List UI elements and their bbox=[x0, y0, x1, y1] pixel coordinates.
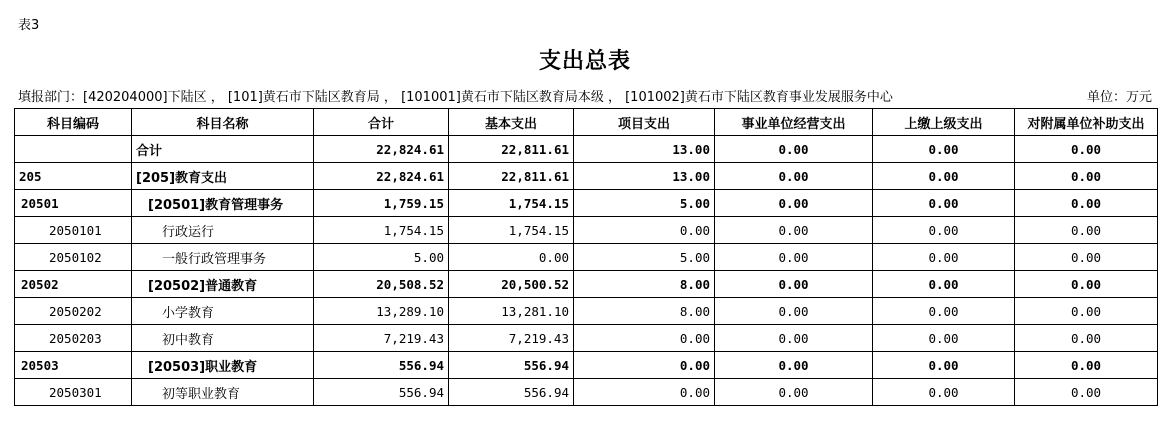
cell-code: 2050301 bbox=[15, 379, 132, 406]
cell-business: 0.00 bbox=[715, 217, 873, 244]
cell-subsidy: 0.00 bbox=[1015, 190, 1158, 217]
cell-project: 0.00 bbox=[574, 325, 715, 352]
cell-code: 2050202 bbox=[15, 298, 132, 325]
cell-upper: 0.00 bbox=[873, 163, 1015, 190]
cell-upper: 0.00 bbox=[873, 298, 1015, 325]
cell-subsidy: 0.00 bbox=[1015, 163, 1158, 190]
cell-upper: 0.00 bbox=[873, 217, 1015, 244]
cell-total: 13,289.10 bbox=[314, 298, 449, 325]
cell-name: 行政运行 bbox=[132, 217, 314, 244]
cell-code: 2050102 bbox=[15, 244, 132, 271]
cell-basic: 556.94 bbox=[449, 352, 574, 379]
cell-project: 0.00 bbox=[574, 352, 715, 379]
cell-total: 556.94 bbox=[314, 379, 449, 406]
table-number: 表3 bbox=[18, 18, 40, 33]
cell-upper: 0.00 bbox=[873, 244, 1015, 271]
cell-project: 0.00 bbox=[574, 379, 715, 406]
page-title: 支出总表 bbox=[538, 49, 631, 74]
column-header: 基本支出 bbox=[449, 109, 574, 136]
cell-name: [20501]教育管理事务 bbox=[132, 190, 314, 217]
cell-code: 2050101 bbox=[15, 217, 132, 244]
column-header: 事业单位经营支出 bbox=[715, 109, 873, 136]
cell-name: [205]教育支出 bbox=[132, 163, 314, 190]
table-row bbox=[15, 325, 1158, 352]
cell-upper: 0.00 bbox=[873, 352, 1015, 379]
cell-code: 2050203 bbox=[15, 325, 132, 352]
table-row bbox=[15, 379, 1158, 406]
cell-basic: 20,500.52 bbox=[449, 271, 574, 298]
table-row bbox=[15, 190, 1158, 217]
column-header: 合计 bbox=[314, 109, 449, 136]
unit-label: 单位：万元 bbox=[1086, 90, 1152, 105]
cell-basic: 22,811.61 bbox=[449, 136, 574, 163]
cell-basic: 1,754.15 bbox=[449, 217, 574, 244]
column-header: 上缴上级支出 bbox=[873, 109, 1015, 136]
cell-subsidy: 0.00 bbox=[1015, 298, 1158, 325]
table-row bbox=[15, 136, 1158, 163]
cell-name: 初等职业教育 bbox=[132, 379, 314, 406]
cell-subsidy: 0.00 bbox=[1015, 244, 1158, 271]
cell-basic: 7,219.43 bbox=[449, 325, 574, 352]
table-row bbox=[15, 352, 1158, 379]
cell-business: 0.00 bbox=[715, 298, 873, 325]
cell-basic: 22,811.61 bbox=[449, 163, 574, 190]
table-row bbox=[15, 244, 1158, 271]
column-header: 项目支出 bbox=[574, 109, 715, 136]
cell-basic: 556.94 bbox=[449, 379, 574, 406]
cell-subsidy: 0.00 bbox=[1015, 379, 1158, 406]
cell-subsidy: 0.00 bbox=[1015, 136, 1158, 163]
cell-subsidy: 0.00 bbox=[1015, 217, 1158, 244]
cell-total: 1,754.15 bbox=[314, 217, 449, 244]
cell-basic: 0.00 bbox=[449, 244, 574, 271]
cell-subsidy: 0.00 bbox=[1015, 271, 1158, 298]
cell-upper: 0.00 bbox=[873, 325, 1015, 352]
expenditure-table bbox=[14, 108, 1158, 406]
cell-code: 20501 bbox=[15, 190, 132, 217]
cell-business: 0.00 bbox=[715, 271, 873, 298]
cell-name: 小学教育 bbox=[132, 298, 314, 325]
cell-subsidy: 0.00 bbox=[1015, 325, 1158, 352]
cell-name: 一般行政管理事务 bbox=[132, 244, 314, 271]
cell-total: 22,824.61 bbox=[314, 163, 449, 190]
cell-business: 0.00 bbox=[715, 325, 873, 352]
cell-business: 0.00 bbox=[715, 244, 873, 271]
cell-basic: 13,281.10 bbox=[449, 298, 574, 325]
cell-name: 初中教育 bbox=[132, 325, 314, 352]
cell-project: 0.00 bbox=[574, 217, 715, 244]
table-row bbox=[15, 298, 1158, 325]
cell-code: 20502 bbox=[15, 271, 132, 298]
cell-subsidy: 0.00 bbox=[1015, 352, 1158, 379]
table-row bbox=[15, 271, 1158, 298]
cell-project: 13.00 bbox=[574, 136, 715, 163]
cell-business: 0.00 bbox=[715, 136, 873, 163]
cell-project: 8.00 bbox=[574, 271, 715, 298]
cell-project: 5.00 bbox=[574, 244, 715, 271]
table-row bbox=[15, 217, 1158, 244]
table-row bbox=[15, 163, 1158, 190]
cell-name: 合计 bbox=[132, 136, 314, 163]
table-header-row bbox=[15, 109, 1158, 136]
cell-project: 8.00 bbox=[574, 298, 715, 325]
cell-name: [20502]普通教育 bbox=[132, 271, 314, 298]
cell-upper: 0.00 bbox=[873, 271, 1015, 298]
cell-name: [20503]职业教育 bbox=[132, 352, 314, 379]
cell-code bbox=[15, 136, 132, 163]
cell-total: 22,824.61 bbox=[314, 136, 449, 163]
cell-upper: 0.00 bbox=[873, 190, 1015, 217]
cell-basic: 1,754.15 bbox=[449, 190, 574, 217]
cell-total: 1,759.15 bbox=[314, 190, 449, 217]
cell-project: 13.00 bbox=[574, 163, 715, 190]
column-header: 科目编码 bbox=[15, 109, 132, 136]
column-header: 科目名称 bbox=[132, 109, 314, 136]
cell-business: 0.00 bbox=[715, 163, 873, 190]
cell-upper: 0.00 bbox=[873, 136, 1015, 163]
cell-business: 0.00 bbox=[715, 379, 873, 406]
cell-total: 5.00 bbox=[314, 244, 449, 271]
cell-project: 5.00 bbox=[574, 190, 715, 217]
column-header: 对附属单位补助支出 bbox=[1015, 109, 1158, 136]
cell-total: 7,219.43 bbox=[314, 325, 449, 352]
cell-business: 0.00 bbox=[715, 190, 873, 217]
cell-business: 0.00 bbox=[715, 352, 873, 379]
cell-code: 20503 bbox=[15, 352, 132, 379]
reporting-unit: 填报部门：[420204000]下陆区 ， [101]黄石市下陆区教育局 ， [101001]黄石市下陆区教育局本级 ， [101002]黄石市下陆区教育事业发展服务中心 bbox=[18, 90, 893, 105]
cell-total: 556.94 bbox=[314, 352, 449, 379]
cell-total: 20,508.52 bbox=[314, 271, 449, 298]
cell-code: 205 bbox=[15, 163, 132, 190]
cell-upper: 0.00 bbox=[873, 379, 1015, 406]
